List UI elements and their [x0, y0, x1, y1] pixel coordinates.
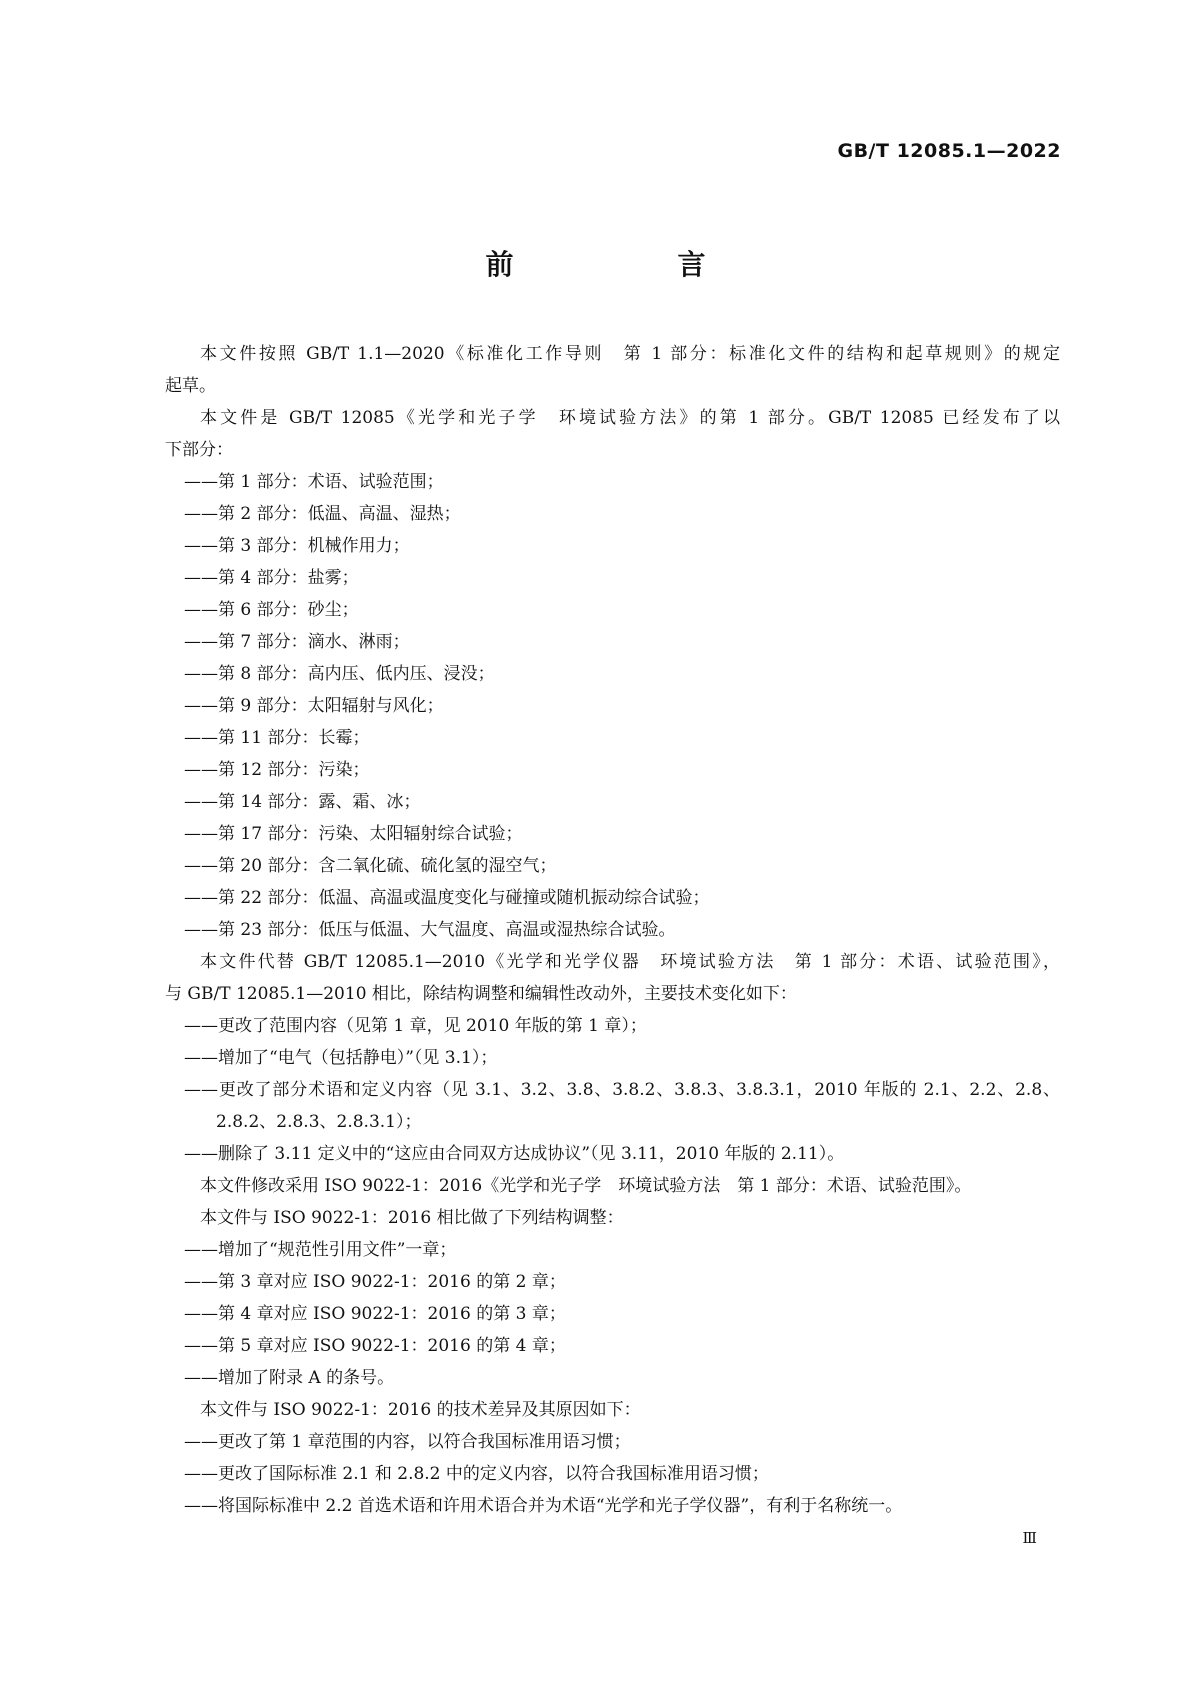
list-item: ——删除了 3.11 定义中的“这应由合同双方达成协议”（见 3.11，2010 年版的 2.11）。	[184, 1144, 845, 1164]
list-item: ——第 2 部分：低温、高温、湿热；	[184, 504, 461, 524]
list-item: ——第 4 章对应 ISO 9022-1：2016 的第 3 章；	[184, 1304, 566, 1324]
list-item: ——第 3 章对应 ISO 9022-1：2016 的第 2 章；	[184, 1272, 566, 1292]
list-item: ——更改了范围内容（见第 1 章，见 2010 年版的第 1 章）；	[184, 1016, 647, 1036]
paragraph-line: 本文件修改采用 ISO 9022-1：2016《光学和光子学 环境试验方法 第 1 部分：术语、试验范围》。	[200, 1176, 972, 1196]
list-item: ——第 9 部分：太阳辐射与风化；	[184, 696, 444, 716]
list-item: ——将国际标准中 2.2 首选术语和许用术语合并为术语“光学和光子学仪器”，有利于名称统一。	[184, 1496, 903, 1516]
paragraph-line: 起草。	[165, 376, 216, 396]
list-item: ——第 7 部分：滴水、淋雨；	[184, 632, 410, 652]
list-item: ——增加了附录 A 的条号。	[184, 1368, 395, 1388]
list-item: ——第 3 部分：机械作用力；	[184, 536, 410, 556]
list-item: ——更改了国际标准 2.1 和 2.8.2 中的定义内容，以符合我国标准用语习惯；	[184, 1464, 769, 1484]
list-item-continuation: 2.8.2、2.8.3、2.8.3.1）；	[216, 1112, 422, 1132]
foreword-body	[165, 338, 1060, 1522]
paragraph-line: 下部分：	[165, 440, 233, 460]
standard-number: GB/T 12085.1—2022	[837, 140, 1061, 162]
page-title: 前 言	[485, 248, 774, 281]
list-item: ——第 4 部分：盐雾；	[184, 568, 359, 588]
paragraph-line: 本文件与 ISO 9022-1：2016 的技术差异及其原因如下：	[200, 1400, 641, 1420]
list-item: ——增加了“规范性引用文件”一章；	[184, 1240, 457, 1260]
list-item: ——第 17 部分：污染、太阳辐射综合试验；	[184, 824, 523, 844]
page-number: Ⅲ	[1022, 1529, 1037, 1547]
list-item: ——第 20 部分：含二氧化硫、硫化氢的湿空气；	[184, 856, 557, 876]
list-item: ——第 22 部分：低温、高温或温度变化与碰撞或随机振动综合试验；	[184, 888, 710, 908]
list-item: ——第 8 部分：高内压、低内压、浸没；	[184, 664, 495, 684]
list-item: ——增加了“电气（包括静电）”（见 3.1）；	[184, 1048, 498, 1068]
list-item: ——第 14 部分：露、霜、冰；	[184, 792, 421, 812]
list-item: ——第 12 部分：污染；	[184, 760, 370, 780]
paragraph-line: 本文件与 ISO 9022-1：2016 相比做了下列结构调整：	[200, 1208, 624, 1228]
paragraph-line: 本文件按照 GB/T 1.1—2020《标准化工作导则 第 1 部分：标准化文件的结构和起草规则》的规定	[200, 344, 1060, 364]
list-item: ——更改了部分术语和定义内容（见 3.1、3.2、3.8、3.8.2、3.8.3、3.8.3.1，2010 年版的 2.1、2.2、2.8、	[184, 1080, 1060, 1100]
paragraph-line: 与 GB/T 12085.1—2010 相比，除结构调整和编辑性改动外，主要技术变化如下：	[165, 984, 797, 1004]
list-item: ——第 5 章对应 ISO 9022-1：2016 的第 4 章；	[184, 1336, 566, 1356]
paragraph-line: 本文件是 GB/T 12085《光学和光子学 环境试验方法》的第 1 部分。GB/T 12085 已经发布了以	[200, 408, 1060, 428]
list-item: ——更改了第 1 章范围的内容，以符合我国标准用语习惯；	[184, 1432, 631, 1452]
list-item: ——第 23 部分：低压与低温、大气温度、高温或湿热综合试验。	[184, 920, 676, 940]
paragraph-line: 本文件代替 GB/T 12085.1—2010《光学和光学仪器 环境试验方法 第 1 部分：术语、试验范围》，	[200, 952, 1060, 972]
list-item: ——第 1 部分：术语、试验范围；	[184, 472, 444, 492]
list-item: ——第 6 部分：砂尘；	[184, 600, 359, 620]
list-item: ——第 11 部分：长霉；	[184, 728, 370, 748]
